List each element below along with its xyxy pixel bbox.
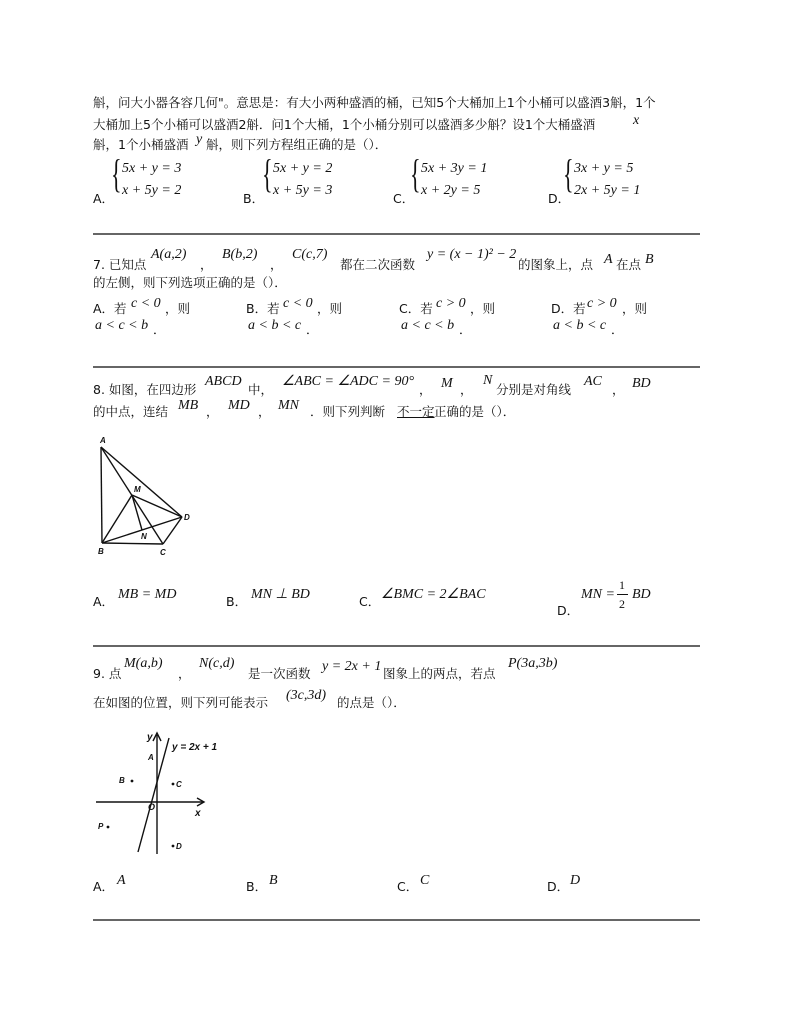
option-then: ，则	[470, 301, 496, 316]
option-label: B．若	[246, 301, 280, 316]
option-end: ．	[306, 322, 319, 337]
q9-point: (3c,3d)	[286, 688, 327, 703]
q8-text: ，	[419, 382, 432, 397]
point-b	[131, 780, 134, 783]
option-then: ，则	[622, 301, 648, 316]
equation-1: 5x + y = 2	[273, 161, 333, 176]
q9-point-m: M(a,b)	[124, 656, 163, 671]
label-c: C	[160, 548, 166, 557]
equation-2: 2x + 5y = 1	[574, 183, 641, 198]
q8-text: ．则下列判断	[310, 404, 386, 419]
q8-text: 中，	[248, 382, 274, 397]
option-label: B．	[243, 191, 265, 206]
option-label: B．	[226, 594, 248, 609]
option-then: ，则	[165, 301, 191, 316]
q9-point-p: P(3a,3b)	[508, 656, 558, 671]
q8-mn: MN	[278, 398, 299, 413]
option-label: C．	[397, 879, 419, 894]
option-label: A．	[93, 879, 115, 894]
q7-text: 都在二次函数	[340, 257, 416, 272]
line-label: y = 2x + 1	[172, 742, 218, 753]
divider	[93, 919, 700, 921]
label-a: A	[148, 753, 154, 762]
segment-mn	[132, 495, 142, 530]
q9-text: 是一次函数	[248, 666, 311, 681]
q9-intro: 9. 点	[93, 666, 122, 681]
edge-bc	[102, 543, 163, 544]
q6-line2: 大桶加上5个小桶可以盛酒2斛．问1个大桶，1个小桶分别可以盛酒多少斛？设1个大桶盛酒	[93, 117, 596, 132]
label-n: N	[141, 532, 147, 541]
option-expression-right: BD	[632, 587, 651, 602]
option-end: ．	[459, 322, 472, 337]
option-result: a < b < c	[553, 318, 607, 333]
q8-quad: ABCD	[205, 374, 242, 389]
q7-line2: 的左侧，则下列选项正确的是（）．	[93, 275, 287, 290]
option-value: A	[117, 873, 126, 888]
divider	[93, 233, 700, 235]
option-expression-left: MN =	[581, 587, 615, 602]
point-c	[172, 783, 175, 786]
q9-line2: 在如图的位置，则下列可能表示	[93, 695, 269, 710]
fraction-bar	[617, 594, 628, 595]
label-a: A	[100, 436, 106, 445]
brace: {	[563, 151, 574, 196]
edge-ad	[101, 447, 182, 517]
q7-function: y = (x − 1)² − 2	[427, 247, 517, 262]
q9-text: 图象上的两点，若点	[383, 666, 496, 681]
fraction-denominator: 2	[619, 597, 625, 611]
equation-2: x + 2y = 5	[421, 183, 481, 198]
equation-2: x + 5y = 2	[122, 183, 182, 198]
q8-text: 正确的是（）．	[434, 404, 516, 419]
option-label: C．	[393, 191, 415, 206]
option-condition: c < 0	[131, 296, 161, 311]
q6-line3b: 斛，则下列方程组正确的是（）．	[206, 137, 388, 152]
q9-coordinate-figure	[92, 728, 242, 856]
x-axis-label: x	[195, 808, 201, 819]
option-label: D．	[557, 603, 580, 618]
brace: {	[262, 151, 273, 196]
segment-mb	[102, 495, 132, 543]
q6-var-x: x	[633, 113, 640, 128]
q8-ac: AC	[584, 374, 602, 389]
option-label: D．若	[551, 301, 586, 316]
label-d: D	[176, 842, 182, 851]
q9-function: y = 2x + 1	[322, 659, 382, 674]
q9-comma: ，	[178, 666, 191, 681]
option-condition: c < 0	[283, 296, 313, 311]
option-expression: ∠BMC = 2∠BAC	[381, 587, 486, 602]
equation-1: 5x + 3y = 1	[421, 161, 488, 176]
equation-1: 3x + y = 5	[574, 161, 634, 176]
point-p	[107, 826, 110, 829]
q8-n: N	[483, 373, 493, 388]
label-p: P	[98, 822, 104, 831]
option-label: D．	[547, 879, 570, 894]
origin-label: O	[148, 802, 156, 812]
q8-text: 分别是对角线	[496, 382, 572, 397]
y-axis-label: y	[147, 732, 153, 743]
option-value: B	[269, 873, 278, 888]
q8-m: M	[441, 376, 453, 391]
option-label: C．	[359, 594, 381, 609]
q8-text: ，	[206, 404, 219, 419]
q9-text: 的点是（）．	[337, 695, 406, 710]
option-value: C	[420, 873, 430, 888]
label-b: B	[119, 776, 125, 785]
fraction-numerator: 1	[619, 578, 625, 592]
option-label: A．	[93, 594, 115, 609]
option-label: D．	[548, 191, 571, 206]
q7-intro: 7. 已知点	[93, 257, 147, 272]
q8-text: ，	[258, 404, 271, 419]
brace: {	[111, 151, 122, 196]
q8-angle: ∠ABC = ∠ADC = 90°	[282, 374, 415, 389]
q6-line3a: 斛，1个小桶盛酒	[93, 137, 189, 152]
option-end: ．	[611, 322, 624, 337]
q7-var-a: A	[604, 252, 613, 267]
option-expression: MN ⊥ BD	[251, 587, 310, 602]
q7-text: 在点	[616, 257, 642, 272]
q8-quadrilateral-figure	[94, 434, 204, 560]
q7-point-a: A(a,2)	[151, 247, 187, 262]
q8-text: ，	[612, 382, 625, 397]
option-label: B．	[246, 879, 268, 894]
option-end: ．	[153, 322, 166, 337]
option-result: a < c < b	[95, 318, 149, 333]
brace: {	[410, 151, 421, 196]
label-d: D	[184, 513, 190, 522]
option-label: A．	[93, 191, 115, 206]
option-expression: MB = MD	[118, 587, 177, 602]
q9-point-n: N(c,d)	[199, 656, 235, 671]
option-label: C．若	[399, 301, 433, 316]
q6-var-y: y	[196, 132, 203, 147]
q7-var-b: B	[645, 252, 654, 267]
edge-cd	[163, 517, 182, 544]
q7-text: 的图象上，点	[518, 257, 594, 272]
edge-ab	[101, 447, 102, 543]
q7-point-b: B(b,2)	[222, 247, 258, 262]
option-value: D	[570, 873, 581, 888]
label-m: M	[134, 485, 141, 494]
point-d	[172, 845, 175, 848]
q8-mb: MB	[178, 398, 199, 413]
q7-comma: ，	[270, 257, 283, 272]
q8-md: MD	[228, 398, 250, 413]
option-label: A．若	[93, 301, 127, 316]
q8-text: ，	[460, 382, 473, 397]
equation-1: 5x + y = 3	[122, 161, 182, 176]
option-result: a < c < b	[401, 318, 455, 333]
option-result: a < b < c	[248, 318, 302, 333]
q8-bd: BD	[632, 376, 651, 391]
q6-line1: 斛，问大小器各容几何"。意思是：有大小两种盛酒的桶，已知5个大桶加上1个小桶可以盛酒3斛，1个	[93, 95, 656, 110]
option-condition: c > 0	[587, 296, 617, 311]
option-condition: c > 0	[436, 296, 466, 311]
q8-line2: 的中点，连结	[93, 404, 169, 419]
divider	[93, 645, 700, 647]
q8-underlined: 不一定	[397, 404, 435, 419]
divider	[93, 366, 700, 368]
q7-comma: ，	[200, 257, 213, 272]
q7-point-c: C(c,7)	[292, 247, 328, 262]
label-c: C	[176, 780, 182, 789]
equation-2: x + 5y = 3	[273, 183, 333, 198]
label-b: B	[98, 547, 104, 556]
option-then: ，则	[317, 301, 343, 316]
q8-intro: 8. 如图，在四边形	[93, 382, 197, 397]
